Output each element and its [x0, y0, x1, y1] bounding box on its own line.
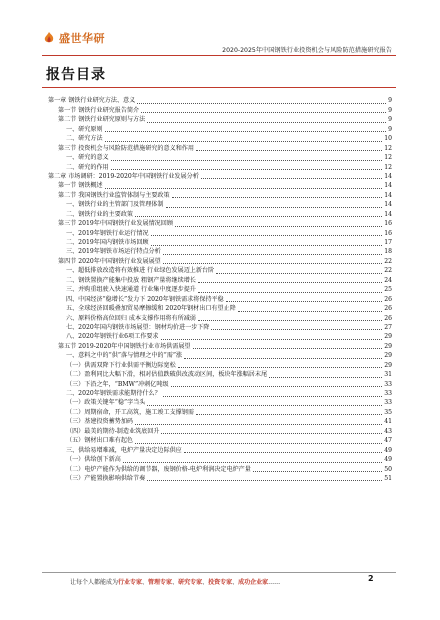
- toc-entry[interactable]: [48, 181, 392, 190]
- toc-entry[interactable]: [48, 172, 392, 181]
- footer-suffix: ……: [268, 579, 281, 586]
- toc-entry-page: 33: [384, 380, 392, 388]
- footer-highlight: 管理专家: [148, 579, 173, 586]
- toc-entry-page: 29: [384, 352, 392, 360]
- toc-entry-title: 一、研究的意义: [66, 154, 109, 162]
- toc-entry-title: 三、2019年钢铁市场运行特点分析: [66, 248, 161, 256]
- toc-entry-page: 22: [384, 257, 392, 265]
- toc-entry-page: 24: [384, 276, 392, 284]
- toc-entry-page: 26: [384, 305, 392, 313]
- toc-entry[interactable]: [48, 398, 392, 407]
- toc-entry[interactable]: [48, 247, 392, 256]
- toc-entry-title: 三、并购重组驶入快速通道 行业集中度逐步提升: [66, 286, 196, 294]
- toc-entry-title: 一、超低排放改造将有效推进 行业绿色发展迈上新台阶: [66, 267, 215, 275]
- toc-entry-page: 9: [388, 97, 392, 105]
- toc-entry-page: 33: [384, 390, 392, 397]
- toc-entry-title: （一）政策关键年“稳”字当头: [66, 399, 146, 407]
- toc-entry-title: 第一节 钢铁行业研究报告简介: [58, 106, 140, 114]
- toc-entry[interactable]: [48, 313, 392, 322]
- toc-leader-dots: [151, 234, 383, 236]
- footer-divider: [42, 572, 396, 573]
- toc-entry[interactable]: [48, 455, 392, 464]
- toc-leader-dots: [178, 366, 383, 368]
- toc-entry[interactable]: [48, 124, 392, 133]
- toc-leader-dots: [137, 102, 386, 104]
- toc-entry-page: 9: [388, 116, 392, 124]
- toc-entry-page: 29: [384, 361, 392, 369]
- toc-entry[interactable]: [48, 275, 392, 284]
- toc-entry-title: 第二节 钢铁行业研究原则与方法: [58, 116, 146, 124]
- footer-highlight: 行业专家: [118, 579, 143, 586]
- toc-entry-title: 一、钢铁行业的主管部门及管理体制: [66, 201, 164, 209]
- toc-entry-title: 一、意料之中的“供”落与情理之中的“需”涨: [66, 352, 183, 360]
- toc-entry-title: 二、研究的作用: [66, 163, 109, 171]
- toc-entry-title: 第二章 市场调研：2019-2020年中国钢铁行业发展分析: [48, 172, 199, 180]
- toc-leader-dots: [163, 262, 382, 264]
- toc-entry-page: 14: [384, 201, 392, 209]
- toc-entry[interactable]: [48, 190, 392, 199]
- page-number: 2: [368, 574, 374, 583]
- toc-leader-dots: [161, 338, 383, 340]
- toc-entry-title: 四、中国经济“稳增长”发力下 2020年钢铁需求将保持平稳: [66, 295, 224, 303]
- toc-entry-title: （三）基建投资蓄势加码: [66, 418, 134, 426]
- toc-leader-dots: [269, 376, 382, 378]
- toc-entry-page: 14: [384, 210, 392, 218]
- toc-entry-title: 第四节 2020年中国钢铁行业发展展望: [58, 257, 161, 265]
- toc-leader-dots: [151, 244, 383, 246]
- toc-entry[interactable]: [48, 209, 392, 218]
- toc-entry-page: 14: [384, 182, 392, 190]
- page-header: [0, 0, 440, 60]
- toc-entry[interactable]: [48, 407, 392, 416]
- toc-leader-dots: [172, 196, 383, 198]
- toc-entry[interactable]: [48, 285, 392, 294]
- toc-entry-title: （三）产能置换影响供给节奏: [66, 474, 146, 482]
- toc-leader-dots: [105, 187, 383, 189]
- toc-leader-dots: [135, 423, 382, 425]
- toc-entry-title: 第三节 投资机会与风险防范措施研究的意义和作用: [58, 144, 194, 152]
- footer-highlight: 投资专家: [208, 579, 233, 586]
- footer-highlight: 成功企业家: [238, 579, 269, 586]
- toc-entry-page: 10: [384, 135, 392, 143]
- toc-leader-dots: [201, 177, 382, 179]
- toc-entry-title: 三、供给易增难减，电炉产量决定边际供应: [66, 446, 182, 454]
- toc-leader-dots: [198, 281, 382, 283]
- toc-entry[interactable]: [48, 341, 392, 350]
- toc-entry-page: 26: [384, 295, 392, 303]
- toc-leader-dots: [198, 291, 382, 293]
- toc-entry[interactable]: [48, 115, 392, 124]
- toc-entry-title: 第一章 钢铁行业研究方法、意义: [48, 97, 136, 105]
- toc-leader-dots: [135, 215, 382, 217]
- toc-entry-title: 二、2019年国内钢铁市场回顾: [66, 239, 149, 246]
- toc-entry[interactable]: [48, 200, 392, 209]
- toc-leader-dots: [166, 206, 383, 208]
- toc-entry[interactable]: [48, 417, 392, 426]
- toc-entry-page: 27: [384, 323, 392, 331]
- toc-leader-dots: [253, 470, 382, 472]
- toc-entry-page: 9: [388, 125, 392, 133]
- toc-entry-page: 22: [384, 267, 392, 275]
- toc-entry[interactable]: [48, 445, 392, 454]
- toc-entry-page: 29: [384, 333, 392, 341]
- heading-divider: [42, 87, 396, 88]
- toc-entry-page: 29: [384, 342, 392, 350]
- toc-entry[interactable]: [48, 323, 392, 332]
- toc-entry-title: 八、2020年钢铁行业6项工作要求: [66, 333, 159, 341]
- toc-entry[interactable]: [48, 436, 392, 445]
- toc-entry-title: 二、研究方法: [66, 135, 103, 143]
- toc-entry-page: 9: [388, 106, 392, 114]
- footer-separator: 、: [142, 579, 149, 586]
- footer-prefix: 让每个人都能成为: [70, 579, 119, 586]
- footer-separator: 、: [172, 579, 179, 586]
- toc-leader-dots: [141, 111, 386, 113]
- toc-leader-dots: [238, 310, 382, 312]
- toc-entry[interactable]: [48, 389, 392, 398]
- toc-entry-title: 第二节 我国钢铁行业监管体制与主要政策: [58, 191, 170, 199]
- toc-leader-dots: [196, 149, 382, 151]
- toc-entry-page: 51: [384, 474, 392, 482]
- toc-entry[interactable]: [48, 143, 392, 152]
- header-divider: [42, 55, 396, 56]
- toc-entry-page: 12: [384, 144, 392, 152]
- toc-entry-page: 25: [384, 286, 392, 294]
- toc-entry[interactable]: [48, 238, 392, 247]
- toc-entry-page: 12: [384, 163, 392, 171]
- toc-entry[interactable]: [48, 266, 392, 275]
- footer-slogan: [70, 577, 280, 586]
- toc-leader-dots: [196, 413, 382, 415]
- toc-entry-title: （三）下沿之年，“BMW”冲刺亿吨级: [66, 380, 169, 388]
- toc-entry[interactable]: [48, 153, 392, 162]
- footer-highlight: 研究专家: [178, 579, 203, 586]
- toc-leader-dots: [193, 347, 383, 349]
- toc-entry[interactable]: [48, 105, 392, 114]
- toc-entry-page: 47: [384, 437, 392, 445]
- toc-entry-page: 31: [384, 371, 392, 379]
- toc-entry-page: 43: [384, 427, 392, 435]
- toc-leader-dots: [211, 328, 382, 330]
- toc-entry-title: （一）供给创下新高: [66, 456, 121, 464]
- toc-entry-title: 二、2020年钢铁需求能期待什么？: [66, 390, 161, 397]
- toc-entry-page: 41: [384, 418, 392, 426]
- toc-leader-dots: [175, 225, 382, 227]
- toc-entry[interactable]: [48, 360, 392, 369]
- toc-entry-page: 26: [384, 314, 392, 322]
- toc-entry[interactable]: [48, 294, 392, 303]
- toc-entry-page: 16: [384, 220, 392, 228]
- toc-leader-dots: [147, 479, 382, 481]
- toc-leader-dots: [147, 404, 382, 406]
- toc-entry[interactable]: [48, 256, 392, 265]
- toc-entry-page: 16: [384, 229, 392, 237]
- toc-entry-title: （二）周期宿命，开工高筑，施工竣工支撑钢需: [66, 408, 194, 416]
- toc-leader-dots: [216, 272, 382, 274]
- toc-heading: 报告目录: [46, 67, 106, 83]
- toc-entry[interactable]: [48, 332, 392, 341]
- footer-separator: 、: [232, 579, 239, 586]
- company-logo: [42, 30, 105, 46]
- toc-entry[interactable]: [48, 370, 392, 379]
- toc-entry-page: 35: [384, 408, 392, 416]
- toc-entry-page: 18: [384, 248, 392, 256]
- toc-leader-dots: [184, 451, 382, 453]
- toc-entry-page: 33: [384, 399, 392, 407]
- toc-leader-dots: [198, 319, 382, 321]
- toc-entry[interactable]: [48, 426, 392, 435]
- toc-entry[interactable]: [48, 219, 392, 228]
- table-of-contents: [48, 96, 392, 483]
- toc-entry-page: 17: [384, 239, 392, 246]
- toc-entry-title: 五、全球经济回暖叠加贸易摩擦缓和 2020年钢材出口有望止降: [66, 305, 236, 313]
- toc-entry[interactable]: [48, 304, 392, 313]
- toc-entry-page: 49: [384, 456, 392, 464]
- toc-entry-title: 一、研究原则: [66, 125, 103, 133]
- toc-entry-page: 14: [384, 172, 392, 180]
- toc-leader-dots: [163, 395, 383, 397]
- toc-entry-page: 49: [384, 446, 392, 454]
- toc-entry-title: （四）最美的期待-制造业筑底回升: [66, 427, 160, 435]
- toc-leader-dots: [135, 442, 382, 444]
- toc-entry[interactable]: [48, 162, 392, 171]
- toc-entry-page: 50: [384, 465, 392, 473]
- toc-entry-page: 14: [384, 191, 392, 199]
- toc-entry-title: 七、2020年国内钢铁市场展望：钢材均价进一步下降: [66, 323, 210, 331]
- logo-text: 盛世华研: [59, 32, 105, 45]
- toc-entry[interactable]: [48, 379, 392, 388]
- toc-entry[interactable]: [48, 134, 392, 143]
- toc-entry-title: 第一节 钢铁概述: [58, 182, 103, 190]
- toc-entry[interactable]: [48, 228, 392, 237]
- toc-entry[interactable]: [48, 474, 392, 483]
- toc-entry[interactable]: [48, 464, 392, 473]
- toc-leader-dots: [111, 159, 383, 161]
- toc-leader-dots: [161, 432, 382, 434]
- toc-leader-dots: [163, 253, 383, 255]
- toc-entry-page: 12: [384, 154, 392, 162]
- toc-entry-title: 一、2019年钢铁行业运行情况: [66, 229, 149, 237]
- footer-separator: 、: [202, 579, 209, 586]
- toc-leader-dots: [171, 385, 383, 387]
- logo-flame-icon: [42, 31, 56, 45]
- toc-entry-title: 六、原料价格高位回归 成本支撑作用将有所减弱: [66, 314, 196, 322]
- toc-entry-title: （五）钢材出口难有起色: [66, 437, 134, 445]
- toc-entry[interactable]: [48, 96, 392, 105]
- toc-entry-title: 二、钢铁行业的主要政策: [66, 210, 134, 218]
- toc-leader-dots: [105, 140, 383, 142]
- toc-entry-title: （二）盈利同比大幅下滑，相对估值跌破供改波动区间，板块年涨幅居末尾: [66, 371, 268, 379]
- toc-entry-title: （一）供需双降下行业供需平衡边际宽松: [66, 361, 176, 369]
- toc-leader-dots: [123, 461, 382, 463]
- toc-entry-title: 第五节 2019-2020年中国钢铁行业市场供需展望: [58, 342, 191, 350]
- report-title: 2020-2025年中国钢铁行业投资机会与风险防范措施研究报告: [222, 47, 392, 54]
- toc-leader-dots: [111, 168, 383, 170]
- toc-leader-dots: [147, 121, 386, 123]
- toc-entry-title: 第三节 2019年中国钢铁行业发展情况回顾: [58, 220, 173, 228]
- toc-leader-dots: [226, 300, 382, 302]
- toc-entry-title: 二、钢铁置换产能集中投放 粗钢产量将继续增长: [66, 276, 196, 284]
- toc-entry[interactable]: [48, 351, 392, 360]
- toc-entry-title: （二）电炉产能作为供给的调节器，废钢价格-电炉利润决定电炉产量: [66, 465, 251, 473]
- toc-leader-dots: [184, 357, 382, 359]
- toc-leader-dots: [105, 130, 387, 132]
